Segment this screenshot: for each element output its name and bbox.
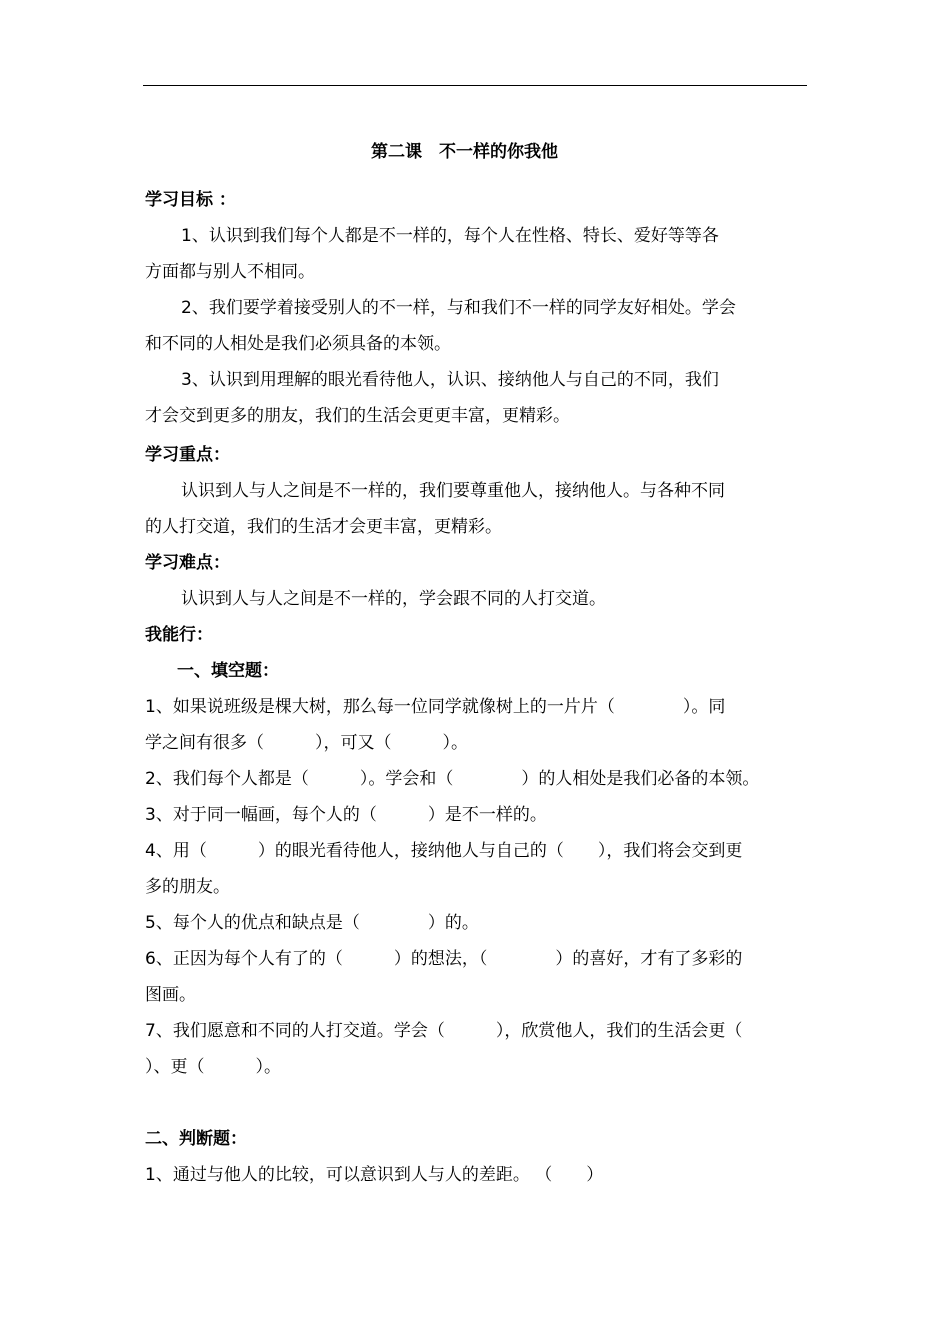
fill-blank-line: 7、我们愿意和不同的人打交道。学会（ ），欣赏他人，我们的生活会更（ <box>145 1021 743 1041</box>
key-points-line-1: 认识到人与人之间是不一样的，我们要尊重他人，接纳他人。与各种不同 <box>181 481 725 501</box>
page-title: 第二课 不一样的你我他 <box>371 142 558 162</box>
true-false-heading: 二、判断题： <box>145 1129 247 1149</box>
difficulties-line-1: 认识到人与人之间是不一样的，学会跟不同的人打交道。 <box>181 589 606 609</box>
fill-blank-line: 6、正因为每个人有了的（ ）的想法，（ ）的喜好，才有了多彩的 <box>145 949 743 969</box>
practice-heading: 我能行： <box>145 625 213 645</box>
goal-line-6: 才会交到更多的朋友，我们的生活会更更丰富，更精彩。 <box>145 406 570 426</box>
goals-heading: 学习目标 ： <box>145 190 236 210</box>
fill-blank-line: 学之间有很多（ ），可又（ ）。 <box>145 733 468 753</box>
fill-blank-line: 5、每个人的优点和缺点是（ ）的。 <box>145 913 479 933</box>
goal-line-5: 3、认识到用理解的眼光看待他人，认识、接纳他人与自己的不同，我们 <box>181 370 719 390</box>
goal-line-4: 和不同的人相处是我们必须具备的本领。 <box>145 334 451 354</box>
true-false-line: 1、通过与他人的比较，可以意识到人与人的差距。 （ ） <box>145 1165 604 1185</box>
fill-blank-line: 1、如果说班级是棵大树，那么每一位同学就像树上的一片片（ ）。同 <box>145 697 726 717</box>
key-points-heading: 学习重点： <box>145 445 230 465</box>
goal-line-2: 方面都与别人不相同。 <box>145 262 315 282</box>
fill-blank-line: 2、我们每个人都是（ ）。学会和（ ）的人相处是我们必备的本领。 <box>145 769 760 789</box>
fill-blank-line: 多的朋友。 <box>145 877 230 897</box>
key-points-line-2: 的人打交道，我们的生活才会更丰富，更精彩。 <box>145 517 502 537</box>
goal-line-1: 1、认识到我们每个人都是不一样的，每个人在性格、特长、爱好等等各 <box>181 226 719 246</box>
header-rule <box>143 85 807 86</box>
difficulties-heading: 学习难点： <box>145 553 230 573</box>
goal-line-3: 2、我们要学着接受别人的不一样，与和我们不一样的同学友好相处。学会 <box>181 298 736 318</box>
fill-blank-line: ）、更（ ）。 <box>145 1057 281 1077</box>
fill-blank-line: 3、对于同一幅画，每个人的（ ）是不一样的。 <box>145 805 547 825</box>
fill-blank-line: 图画。 <box>145 985 196 1005</box>
fill-blank-heading: 一、填空题： <box>177 661 279 681</box>
fill-blank-line: 4、用（ ）的眼光看待他人，接纳他人与自己的（ ），我们将会交到更 <box>145 841 743 861</box>
